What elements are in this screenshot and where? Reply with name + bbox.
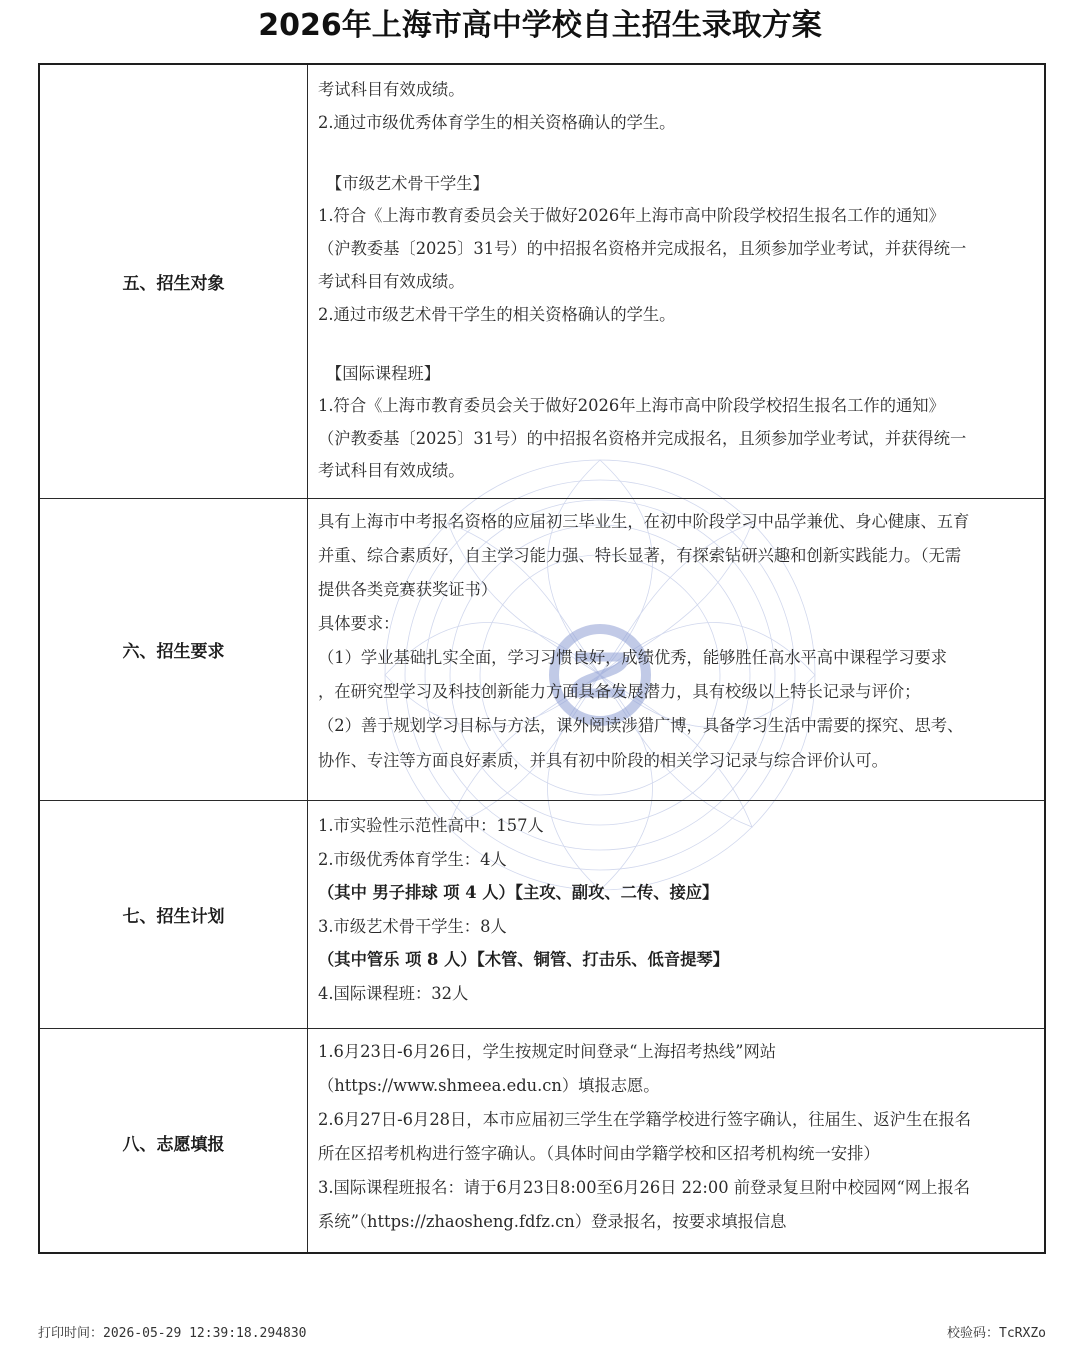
section-content — [308, 499, 1044, 800]
content-subheading: 【市级艺术骨干学生】 — [326, 174, 489, 193]
content-subheading: 【国际课程班】 — [326, 364, 440, 383]
content-line: （沪教委基〔2025〕31号）的中招报名资格并完成报名，且须参加学业考试，并获得统一 — [318, 239, 967, 258]
content-line: （其中 男子排球 项 4 人）【主攻、副攻、二传、接应】 — [318, 883, 719, 902]
content-line: 1.符合《上海市教育委员会关于做好2026年上海市高中阶段学校招生报名工作的通知》 — [318, 396, 945, 415]
section-label: 五、招生对象 — [40, 65, 308, 498]
content-line: 具体要求： — [318, 614, 400, 633]
content-line: ，在研究型学习及科技创新能力方面具备发展潜力，具有校级以上特长记录与评价； — [318, 682, 921, 701]
section-row — [40, 498, 1044, 800]
content-line: 系统”（https://zhaosheng.fdfz.cn）登录报名，按要求填报信息 — [318, 1212, 787, 1231]
content-line: 1.市实验性示范性高中：157人 — [318, 816, 544, 835]
content-line: 1.符合《上海市教育委员会关于做好2026年上海市高中阶段学校招生报名工作的通知》 — [318, 206, 945, 225]
content-line: 协作、专注等方面良好素质，并具有初中阶段的相关学习记录与综合评价认可。 — [318, 751, 888, 770]
section-row — [40, 800, 1044, 1028]
section-row — [40, 65, 1044, 498]
content-line: （其中管乐 项 8 人）【木管、铜管、打击乐、低音提琴】 — [318, 950, 729, 969]
content-line: 3.市级艺术骨干学生：8人 — [318, 917, 507, 936]
section-content — [308, 801, 1044, 1028]
content-line: （1）学业基础扎实全面，学习习惯良好，成绩优秀，能够胜任高水平高中课程学习要求 — [318, 648, 948, 667]
content-line: （2）善于规划学习目标与方法，课外阅读涉猎广博，具备学习生活中需要的探究、思考、 — [318, 716, 964, 735]
content-line: 具有上海市中考报名资格的应届初三毕业生，在初中阶段学习中品学兼优、身心健康、五育 — [318, 512, 970, 531]
content-line: （沪教委基〔2025〕31号）的中招报名资格并完成报名，且须参加学业考试，并获得统一 — [318, 429, 967, 448]
section-content — [308, 1029, 1044, 1254]
content-line: 考试科目有效成绩。 — [318, 461, 465, 480]
section-row — [40, 1028, 1044, 1254]
section-label: 八、志愿填报 — [40, 1029, 308, 1254]
content-line: 考试科目有效成绩。 — [318, 272, 465, 291]
content-line: （https://www.shmeea.edu.cn）填报志愿。 — [318, 1076, 660, 1095]
section-label: 七、招生计划 — [40, 801, 308, 1028]
page-title: 2026年上海市高中学校自主招生录取方案 — [258, 8, 822, 43]
content-line: 并重、综合素质好，自主学习能力强、特长显著，有探索钻研兴趣和创新实践能力。（无需 — [318, 546, 962, 565]
content-line: 4.国际课程班：32人 — [318, 984, 469, 1003]
content-line: 1.6月23日-6月26日，学生按规定时间登录“上海招考热线”网站 — [318, 1042, 777, 1061]
content-line: 2.6月27日-6月28日，本市应届初三学生在学籍学校进行签字确认，往届生、返沪生在报名 — [318, 1110, 972, 1129]
verification-code: 校验码：TcRXZo — [947, 1326, 1046, 1341]
content-line: 3.国际课程班报名：请于6月23日8:00至6月26日 22:00 前登录复旦附中校园网“网上报名 — [318, 1178, 971, 1197]
print-timestamp: 打印时间：2026-05-29 12:39:18.294830 — [38, 1326, 307, 1341]
content-line: 2.通过市级优秀体育学生的相关资格确认的学生。 — [318, 113, 676, 132]
content-line: 考试科目有效成绩。 — [318, 80, 465, 99]
section-label: 六、招生要求 — [40, 499, 308, 800]
content-line: 所在区招考机构进行签字确认。（具体时间由学籍学校和区招考机构统一安排） — [318, 1144, 880, 1163]
content-line: 提供各类竞赛获奖证书） — [318, 580, 498, 599]
section-content — [308, 65, 1044, 498]
content-line: 2.通过市级艺术骨干学生的相关资格确认的学生。 — [318, 305, 676, 324]
content-line: 2.市级优秀体育学生：4人 — [318, 850, 507, 869]
admission-table — [38, 63, 1046, 1254]
